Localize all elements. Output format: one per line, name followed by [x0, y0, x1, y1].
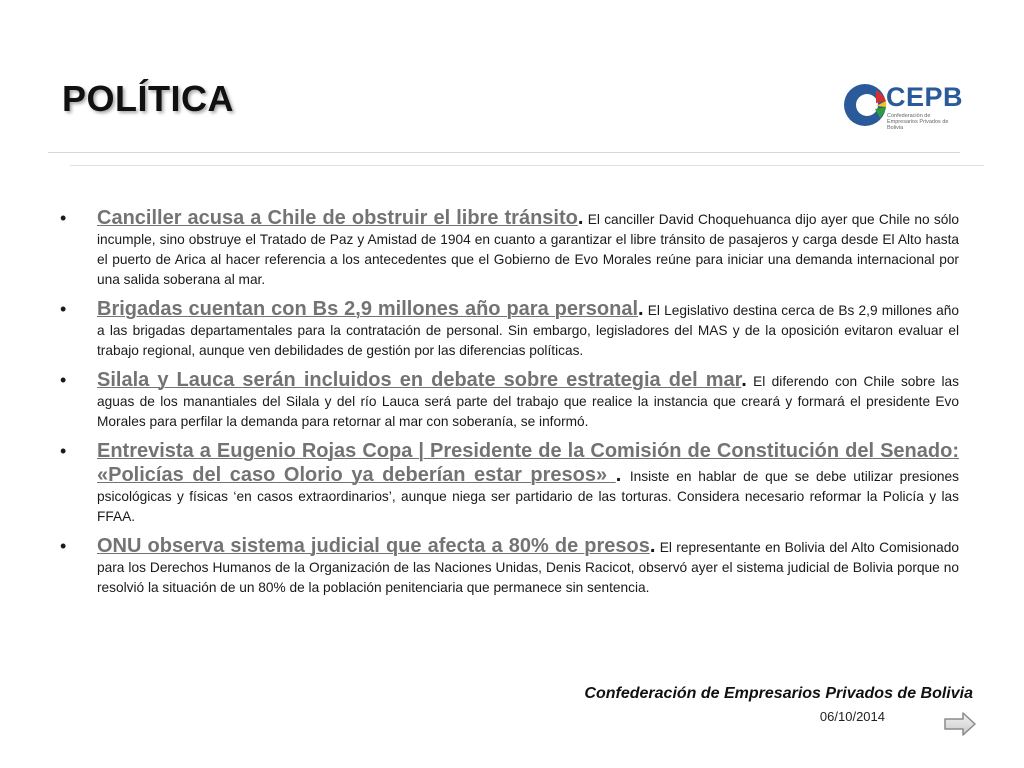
bullet-icon: • — [60, 370, 67, 390]
news-headline-link[interactable]: Silala y Lauca serán incluidos en debate sobre estrategia del mar — [97, 369, 742, 391]
news-summary: El Legislativo destina cerca de Bs 2,9 millones año a las brigadas departamentales para la contratación de personal. Sin embargo, legisladores del MAS y de la oposición evitaron evaluar el trabajo regional, aunque ven debilidades de gestión por las diferencias políticas. — [97, 303, 959, 358]
bullet-icon: • — [60, 441, 67, 461]
headline-separator: . — [741, 369, 747, 391]
headline-separator: . — [615, 464, 630, 486]
header-divider — [48, 152, 960, 153]
news-summary: El representante en Bolivia del Alto Comisionado para los Derechos Humanos de la Organización de las Naciones Unidas, Denis Racicot, observó ayer el sistema judicial de Bolivia porque no resolvió la situación de un 80% de la población penitenciaria que permanece sin sentencia. — [97, 540, 959, 595]
news-text — [97, 368, 959, 432]
cepb-logo — [842, 80, 964, 132]
news-headline-link[interactable]: Canciller acusa a Chile de obstruir el libre tránsito — [97, 207, 578, 229]
arrow-right-icon — [943, 710, 977, 738]
news-text — [97, 534, 959, 598]
headline-separator: . — [638, 298, 644, 320]
news-text — [97, 297, 959, 361]
news-item — [60, 206, 959, 290]
header-divider-secondary — [70, 165, 984, 166]
next-slide-button[interactable] — [943, 710, 977, 738]
news-item — [60, 439, 959, 527]
news-summary: El canciller David Choquehuanca dijo ayer que Chile no sólo incumple, sino obstruye el Tratado de Paz y Amistad de 1904 en cuanto a garantizar el libre tránsito de pasajeros y carga desde El Alto hasta el puerto de Arica al hacer referencia a los antecedentes que el Gobierno de Evo Morales reúne para iniciar una demanda internacional por una salida soberana al mar. — [97, 212, 960, 287]
headline-separator: . — [649, 535, 656, 557]
news-summary: El diferendo con Chile sobre las aguas de los manantiales del Silala y del río Lauca será parte del trabajo que realice la instancia que creará y formará el presidente Evo Morales para perfilar la demanda para retornar al mar con soberanía, se informó. — [97, 374, 960, 429]
news-headline-link[interactable]: ONU observa sistema judicial que afecta a 80% de presos — [97, 535, 650, 557]
bullet-icon: • — [60, 208, 67, 228]
news-text — [97, 439, 959, 527]
logo-subtitle: Confederación de Empresarios Privados de Bolivia — [887, 113, 949, 131]
news-text — [97, 206, 959, 290]
footer-date: 06/10/2014 — [819, 709, 885, 724]
news-item — [60, 368, 959, 432]
footer-organization: Confederación de Empresarios Privados de Bolivia — [584, 685, 973, 702]
headline-separator: . — [577, 207, 584, 229]
news-summary: Insiste en hablar de que se debe utilizar presiones psicológicas y físicas ‘en casos extraordinarios’, aunque niega ser partidario de las torturas. Considera necesario reformar la Policía y las FFAA. — [97, 469, 960, 524]
news-list — [60, 206, 959, 605]
slide-title: POLÍTICA — [62, 78, 234, 119]
news-headline-link[interactable]: Entrevista a Eugenio Rojas Copa | Presidente de la Comisión de Constitución del Senado: «Policías del caso Olorio ya deberían estar presos» — [97, 440, 959, 486]
news-item — [60, 297, 959, 361]
logo-text: CEPB — [886, 82, 964, 112]
bullet-icon: • — [60, 536, 67, 556]
cepb-logo-icon — [842, 81, 888, 129]
bullet-icon: • — [60, 299, 67, 319]
news-item — [60, 534, 959, 598]
news-headline-link[interactable]: Brigadas cuentan con Bs 2,9 millones año para personal — [97, 298, 639, 320]
